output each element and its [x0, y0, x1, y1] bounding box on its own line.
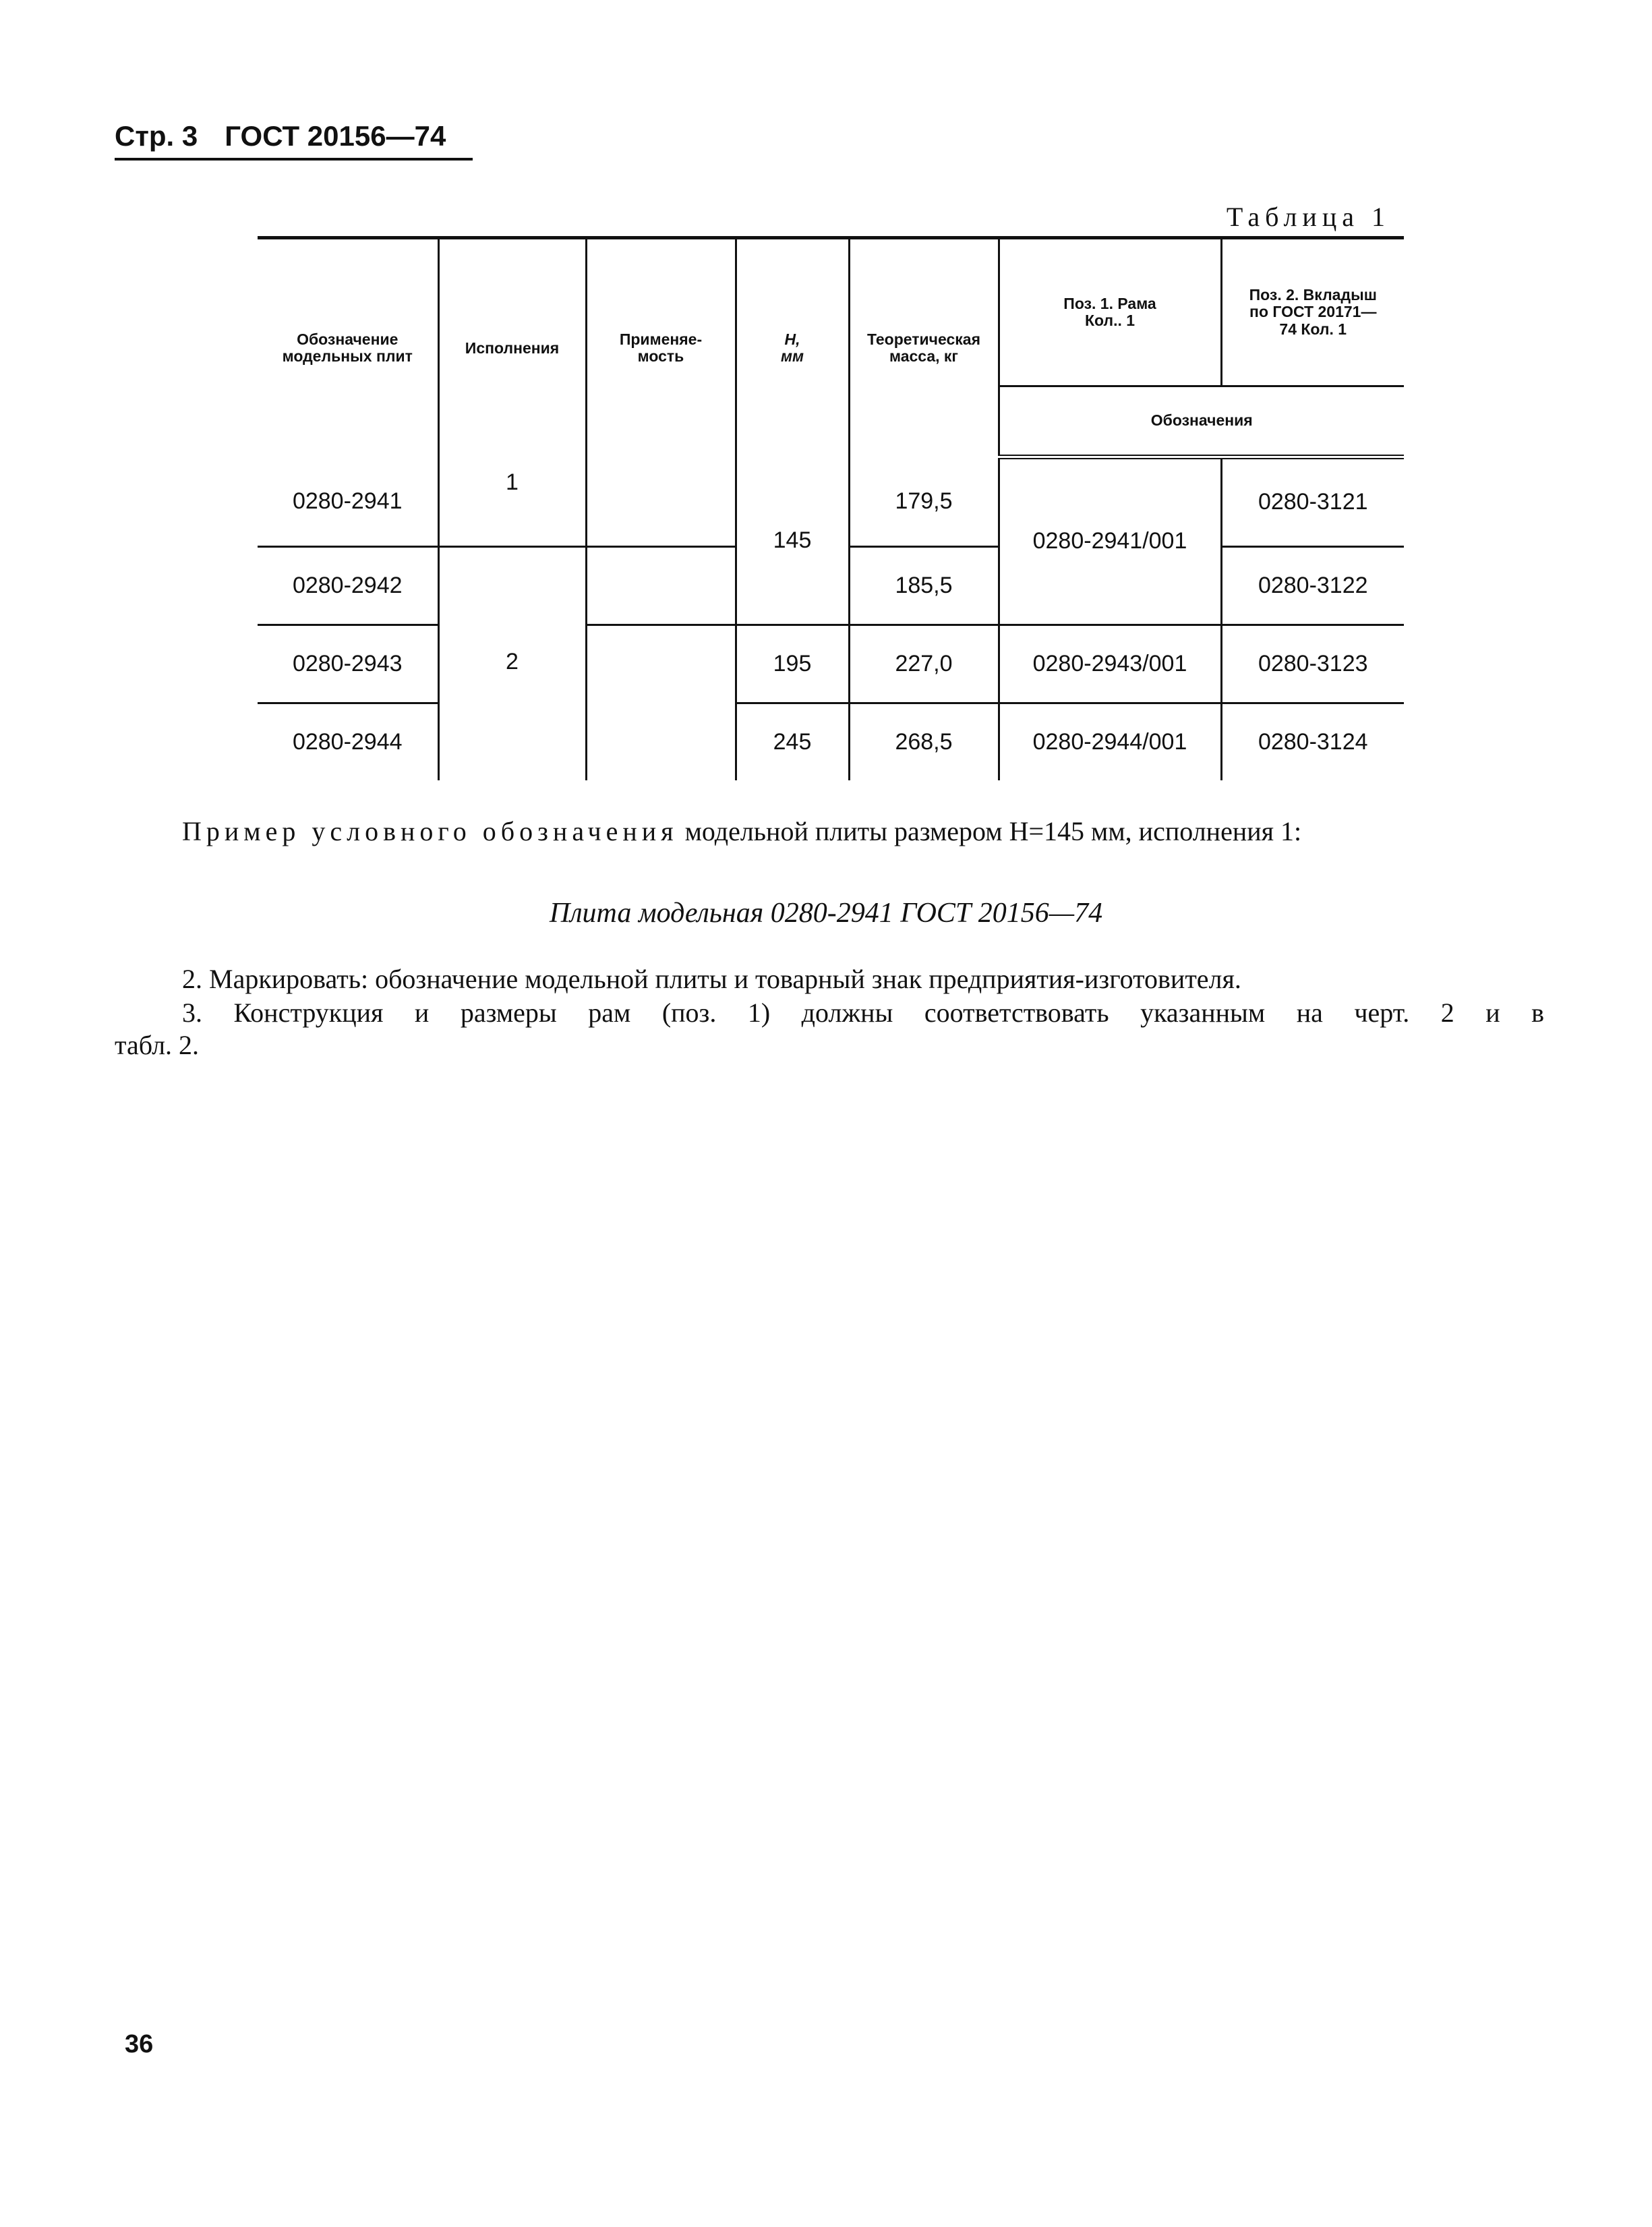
cell-h: 245	[736, 703, 849, 780]
table-row	[258, 625, 1404, 703]
page-label: Стр. 3	[115, 120, 198, 152]
item-3: 3. Конструкция и размеры рам (поз. 1) должны соответствовать указанным на черт. 2 и в	[182, 997, 1544, 1028]
example-paragraph	[115, 815, 1541, 848]
col-header-h: Н, мм	[736, 238, 849, 457]
cell-designation: 0280-2941	[258, 457, 438, 547]
example-lead: Пример условного обозначения	[182, 816, 678, 846]
item-2: 2. Маркировать: обозначение модельной плиты и товарный знак предприятия-изготовителя.	[182, 964, 1241, 994]
cell-applicability	[586, 703, 736, 780]
col-header-applicability: Применяе-мость	[586, 238, 736, 457]
col-header-pos2: Поз. 2. Вкладыш по ГОСТ 20171—74 Кол. 1	[1221, 238, 1404, 386]
cell-pos2: 0280-3124	[1221, 703, 1404, 780]
cell-designation: 0280-2943	[258, 625, 438, 703]
example-rest: модельной плиты размером Н=145 мм, исполнения 1:	[684, 816, 1302, 846]
col-header-variant: Исполнения	[438, 238, 586, 457]
cell-pos1: 0280-2943/001	[999, 625, 1221, 703]
cell-pos2: 0280-3123	[1221, 625, 1404, 703]
data-table	[258, 236, 1404, 780]
example-designation: Плита модельная 0280-2941 ГОСТ 20156—74	[549, 898, 1103, 929]
page-header	[115, 120, 473, 161]
cell-pos2: 0280-3121	[1221, 457, 1404, 547]
cell-mass: 185,5	[849, 546, 999, 625]
cell-applicability	[586, 457, 736, 547]
table-caption: Таблица 1	[1226, 202, 1390, 232]
col-header-pos1: Поз. 1. Рама Кол.. 1	[999, 238, 1221, 386]
col-header-mass: Теоретическая масса, кг	[849, 238, 999, 457]
cell-mass: 268,5	[849, 703, 999, 780]
table-row	[258, 457, 1404, 547]
cell-pos1: 0280-2944/001	[999, 703, 1221, 780]
col-header-designation: Обозначение модельных плит	[282, 330, 413, 366]
standard-label: ГОСТ 20156—74	[225, 120, 446, 152]
cell-mass: 179,5	[849, 457, 999, 547]
page-number: 36	[125, 2030, 154, 2058]
cell-designation: 0280-2944	[292, 728, 403, 755]
cell-variant: 1	[438, 457, 586, 547]
cell-designation: 0280-2942	[258, 546, 438, 625]
cell-applicability	[586, 546, 736, 625]
cell-h: 195	[736, 625, 849, 703]
cell-pos1: 0280-2941/001	[999, 457, 1221, 625]
cell-h: 145	[736, 457, 849, 625]
item-3-continuation: табл. 2.	[115, 1030, 200, 1060]
cell-mass: 227,0	[849, 625, 999, 703]
cell-pos2: 0280-3122	[1221, 546, 1404, 625]
cell-applicability	[586, 625, 736, 703]
table-row	[258, 703, 1404, 780]
col-header-designations: Обозначения	[999, 386, 1404, 457]
cell-variant: 2	[438, 546, 586, 780]
